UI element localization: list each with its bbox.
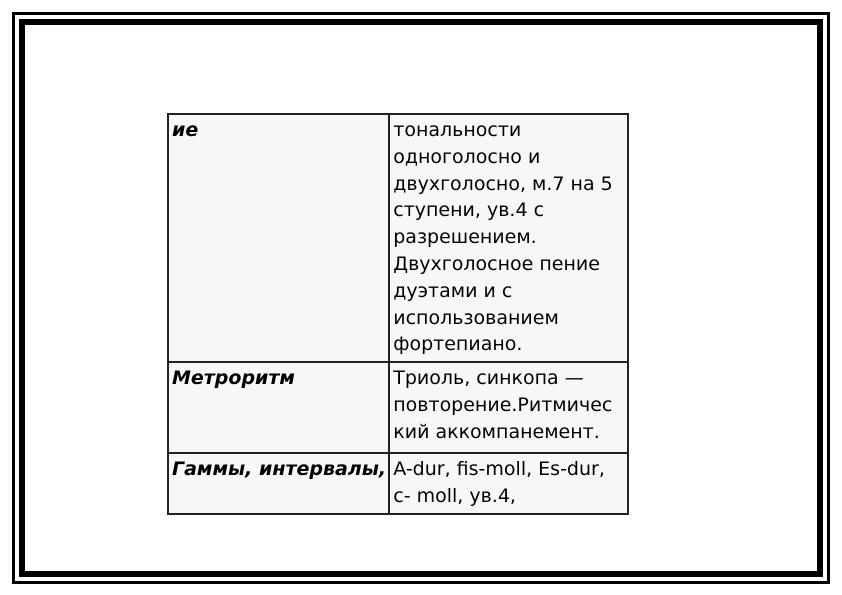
table-row [168, 114, 628, 362]
row-label-cell: ие [168, 114, 389, 362]
curriculum-table [167, 113, 629, 515]
table-row [168, 362, 628, 453]
row-label-cell: Гаммы, интервалы, [168, 453, 389, 514]
row-value-cell: тональности одноголосно и двухголосно, м.7 на 5 ступени, ув.4 с разрешением. Двухголосное пение дуэтами и с использованием фортепиано. [389, 114, 628, 362]
row-label-cell: Метроритм [168, 362, 389, 453]
table-row [168, 453, 628, 514]
row-value-cell: Триоль, синкопа — повторение.Ритмичес кий аккомпанемент. [389, 362, 628, 453]
row-value-cell: A-dur, fis-moll, Es-dur, c- moll, ув.4, [389, 453, 628, 514]
